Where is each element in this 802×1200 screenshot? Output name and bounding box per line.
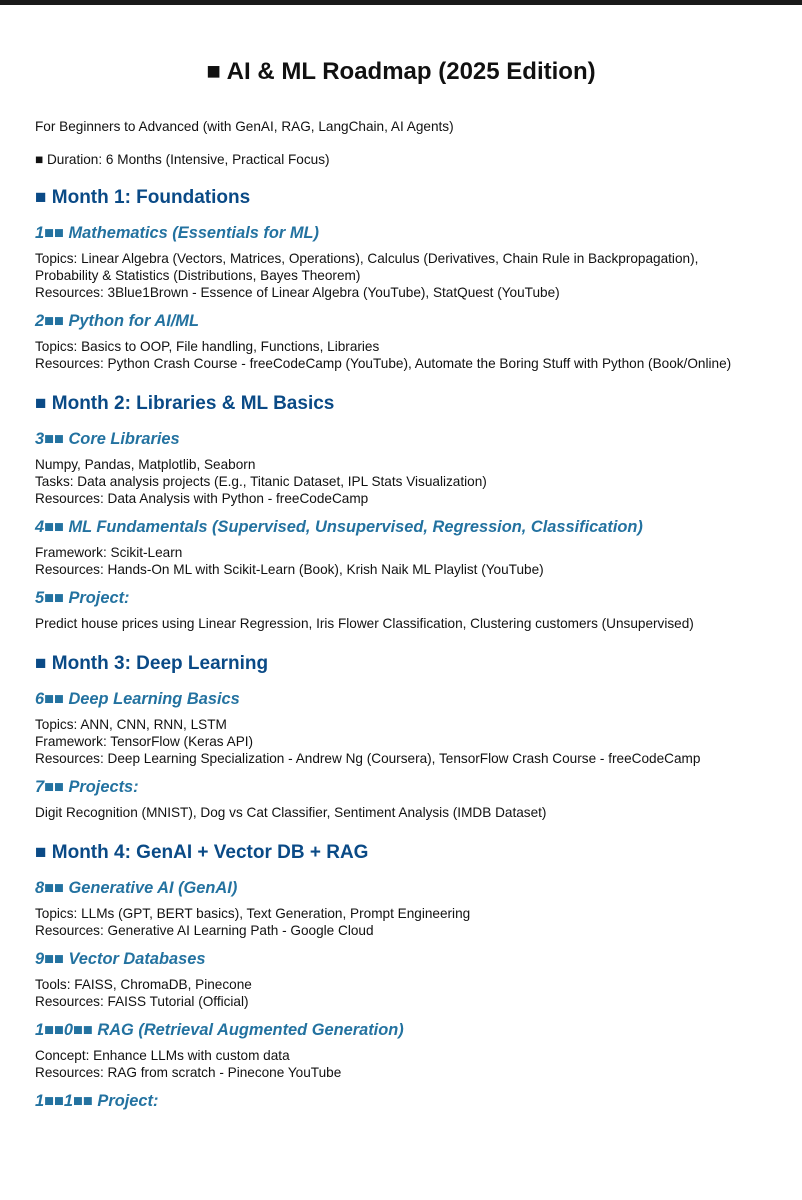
section-genai-title: 8■■ Generative AI (GenAI) <box>35 879 238 897</box>
section-deep-learning-title: 6■■ Deep Learning Basics <box>35 690 240 708</box>
text-line: Resources: RAG from scratch - Pinecone YouTube <box>35 1065 342 1080</box>
section-python-body <box>35 338 785 372</box>
text-line: Digit Recognition (MNIST), Dog vs Cat Classifier, Sentiment Analysis (IMDB Dataset) <box>35 805 547 820</box>
text-line: Resources: Python Crash Course - freeCodeCamp (YouTube), Automate the Boring Stuff with Python (Book/Online) <box>35 356 732 371</box>
text-line: Topics: Basics to OOP, File handling, Functions, Libraries <box>35 339 380 354</box>
top-border <box>0 0 802 5</box>
text-line: Topics: Linear Algebra (Vectors, Matrices, Operations), Calculus (Derivatives, Chain Rule in Backpropagation), <box>35 251 699 266</box>
section-project-1-title: 5■■ Project: <box>35 589 130 607</box>
month-4-heading: ■ Month 4: GenAI + Vector DB + RAG <box>35 842 369 863</box>
text-line: Resources: FAISS Tutorial (Official) <box>35 994 249 1009</box>
section-ml-fundamentals-title: 4■■ ML Fundamentals (Supervised, Unsupervised, Regression, Classification) <box>35 518 643 536</box>
section-project-1-body <box>35 615 785 632</box>
text-line: Resources: Generative AI Learning Path - Google Cloud <box>35 923 374 938</box>
section-deep-learning-body <box>35 716 785 767</box>
text-line: Framework: Scikit-Learn <box>35 545 183 560</box>
subtitle: For Beginners to Advanced (with GenAI, RAG, LangChain, AI Agents) <box>35 119 454 134</box>
duration-line: ■ Duration: 6 Months (Intensive, Practical Focus) <box>35 152 330 167</box>
text-line: Framework: TensorFlow (Keras API) <box>35 734 254 749</box>
month-3-heading: ■ Month 3: Deep Learning <box>35 653 269 674</box>
text-line: Topics: ANN, CNN, RNN, LSTM <box>35 717 227 732</box>
section-rag-title: 1■■0■■ RAG (Retrieval Augmented Generation) <box>35 1021 404 1039</box>
page-title: ■ AI & ML Roadmap (2025 Edition) <box>206 58 596 85</box>
section-ml-fundamentals-body <box>35 544 785 578</box>
section-projects-2-title: 7■■ Projects: <box>35 778 139 796</box>
text-line: Resources: 3Blue1Brown - Essence of Linear Algebra (YouTube), StatQuest (YouTube) <box>35 285 560 300</box>
document-page <box>35 56 785 1118</box>
section-project-3-title: 1■■1■■ Project: <box>35 1092 159 1110</box>
section-vector-db-body <box>35 976 785 1010</box>
section-python-title: 2■■ Python for AI/ML <box>35 312 199 330</box>
text-line: Topics: LLMs (GPT, BERT basics), Text Generation, Prompt Engineering <box>35 906 471 921</box>
section-mathematics-body <box>35 250 785 301</box>
section-mathematics-title: 1■■ Mathematics (Essentials for ML) <box>35 224 319 242</box>
section-core-libraries-body <box>35 456 785 507</box>
text-line: Resources: Data Analysis with Python - freeCodeCamp <box>35 491 369 506</box>
text-line: Resources: Hands-On ML with Scikit-Learn (Book), Krish Naik ML Playlist (YouTube) <box>35 562 544 577</box>
text-line: Tools: FAISS, ChromaDB, Pinecone <box>35 977 252 992</box>
text-line: Concept: Enhance LLMs with custom data <box>35 1048 290 1063</box>
text-line: Predict house prices using Linear Regression, Iris Flower Classification, Clustering customers (Unsupervised) <box>35 616 694 631</box>
text-line: Resources: Deep Learning Specialization - Andrew Ng (Coursera), TensorFlow Crash Course - freeCodeCamp <box>35 751 701 766</box>
section-rag-body <box>35 1047 785 1081</box>
text-line: Numpy, Pandas, Matplotlib, Seaborn <box>35 457 256 472</box>
section-vector-db-title: 9■■ Vector Databases <box>35 950 206 968</box>
section-core-libraries-title: 3■■ Core Libraries <box>35 430 180 448</box>
month-2-heading: ■ Month 2: Libraries & ML Basics <box>35 393 335 414</box>
text-line: Tasks: Data analysis projects (E.g., Titanic Dataset, IPL Stats Visualization) <box>35 474 487 489</box>
section-projects-2-body <box>35 804 785 821</box>
month-1-heading: ■ Month 1: Foundations <box>35 187 251 208</box>
text-line: Probability & Statistics (Distributions, Bayes Theorem) <box>35 268 361 283</box>
section-genai-body <box>35 905 785 939</box>
